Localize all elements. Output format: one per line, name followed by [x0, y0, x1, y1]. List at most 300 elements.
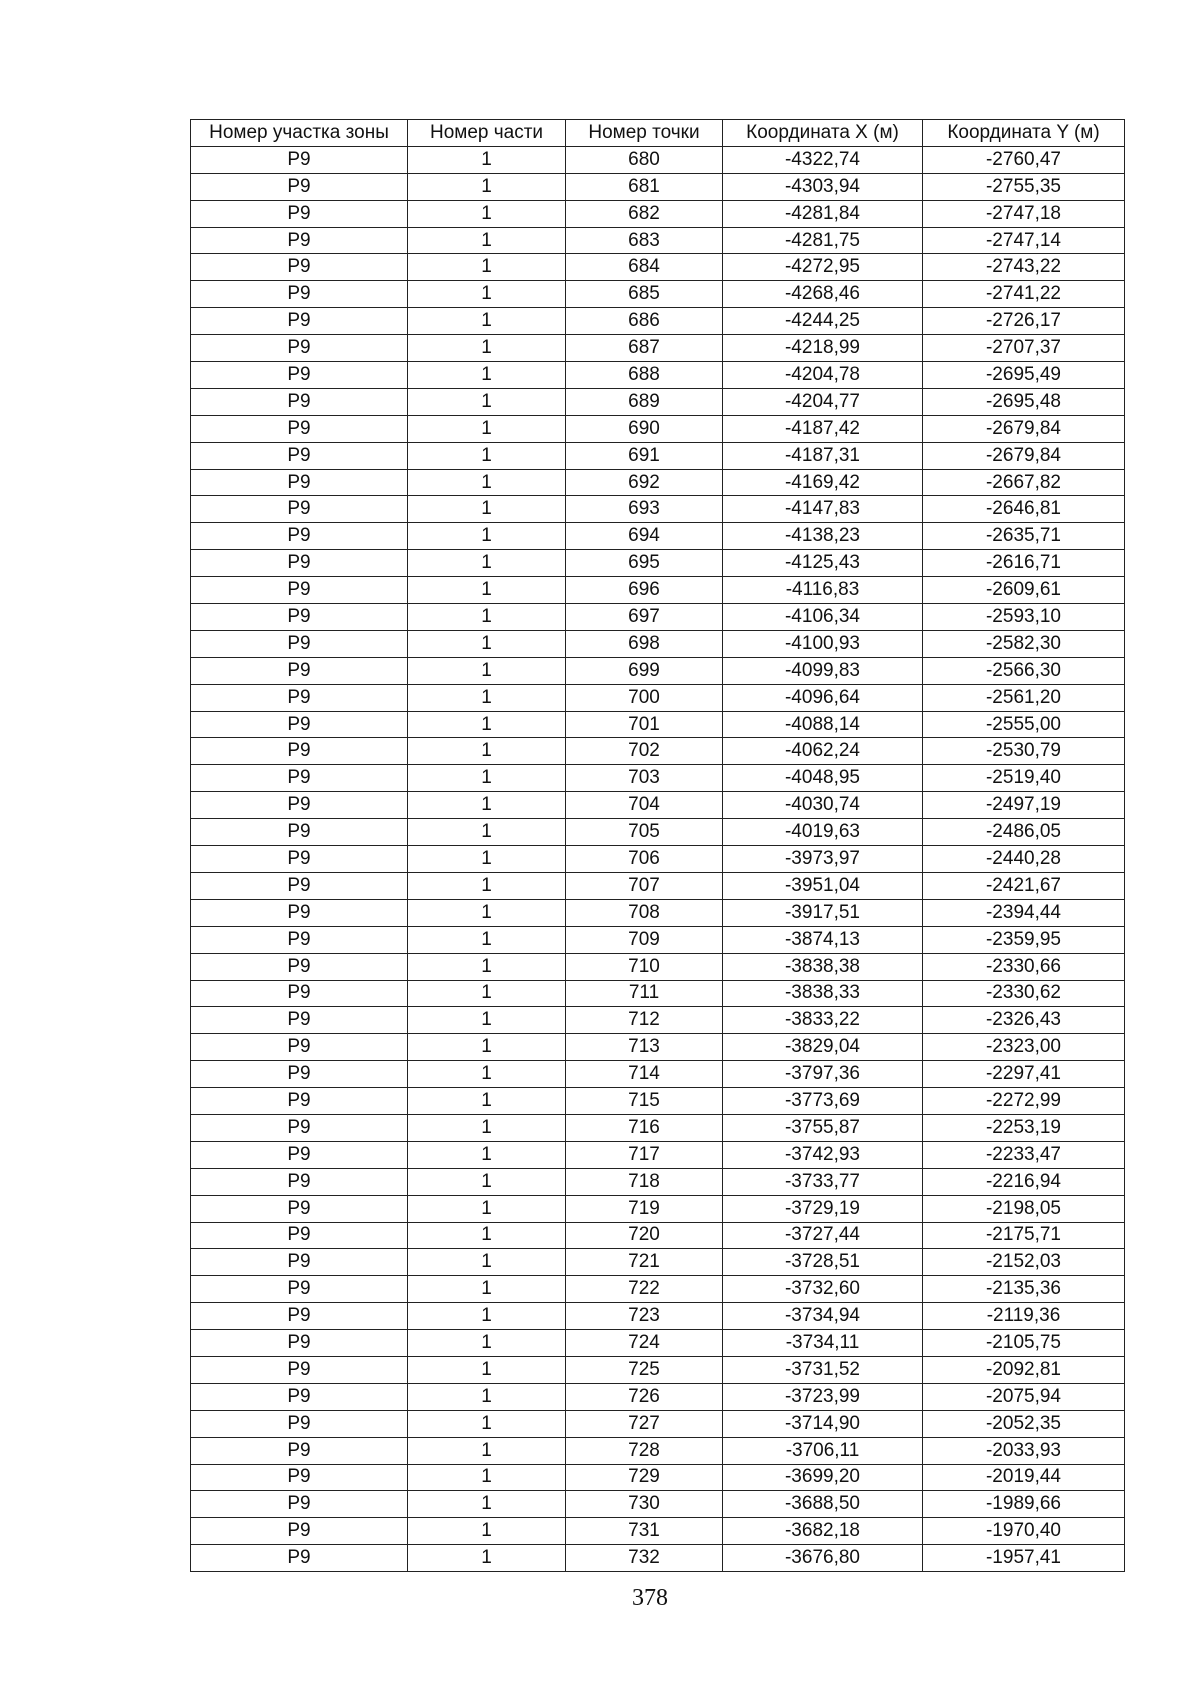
table-row [191, 738, 1125, 765]
cell-x: -4204,78 [723, 362, 923, 389]
cell-part: 1 [408, 415, 566, 442]
cell-zone-plot: Р9 [191, 1114, 408, 1141]
cell-point: 699 [566, 657, 723, 684]
cell-point: 697 [566, 604, 723, 631]
cell-point: 710 [566, 953, 723, 980]
table-row [191, 1303, 1125, 1330]
cell-part: 1 [408, 792, 566, 819]
cell-zone-plot: Р9 [191, 1410, 408, 1437]
cell-part: 1 [408, 738, 566, 765]
table-row [191, 953, 1125, 980]
cell-point: 695 [566, 550, 723, 577]
cell-point: 707 [566, 872, 723, 899]
table-row [191, 684, 1125, 711]
cell-point: 714 [566, 1061, 723, 1088]
cell-point: 726 [566, 1383, 723, 1410]
table-row [191, 1088, 1125, 1115]
cell-x: -3723,99 [723, 1383, 923, 1410]
cell-part: 1 [408, 1545, 566, 1572]
cell-x: -4125,43 [723, 550, 923, 577]
cell-point: 686 [566, 308, 723, 335]
cell-part: 1 [408, 1034, 566, 1061]
cell-part: 1 [408, 846, 566, 873]
header-coordinate-y: Координата Y (м) [923, 120, 1125, 147]
cell-zone-plot: Р9 [191, 550, 408, 577]
table-row [191, 1464, 1125, 1491]
cell-x: -3973,97 [723, 846, 923, 873]
table-row [191, 496, 1125, 523]
cell-x: -4268,46 [723, 281, 923, 308]
cell-y: -2667,82 [923, 469, 1125, 496]
cell-x: -4281,75 [723, 227, 923, 254]
cell-part: 1 [408, 523, 566, 550]
cell-point: 709 [566, 926, 723, 953]
cell-x: -4062,24 [723, 738, 923, 765]
cell-y: -2152,03 [923, 1249, 1125, 1276]
table-row [191, 1437, 1125, 1464]
table-row [191, 1383, 1125, 1410]
cell-zone-plot: Р9 [191, 604, 408, 631]
cell-point: 718 [566, 1168, 723, 1195]
cell-zone-plot: Р9 [191, 523, 408, 550]
table-row [191, 1168, 1125, 1195]
cell-x: -3682,18 [723, 1518, 923, 1545]
cell-x: -4244,25 [723, 308, 923, 335]
table-row [191, 899, 1125, 926]
cell-y: -2297,41 [923, 1061, 1125, 1088]
cell-y: -2679,84 [923, 442, 1125, 469]
cell-x: -3951,04 [723, 872, 923, 899]
cell-x: -3838,33 [723, 980, 923, 1007]
cell-zone-plot: Р9 [191, 899, 408, 926]
cell-x: -4106,34 [723, 604, 923, 631]
cell-y: -2135,36 [923, 1276, 1125, 1303]
table-row [191, 792, 1125, 819]
table-row [191, 657, 1125, 684]
table-row [191, 308, 1125, 335]
cell-zone-plot: Р9 [191, 281, 408, 308]
cell-part: 1 [408, 1491, 566, 1518]
cell-point: 730 [566, 1491, 723, 1518]
table-row [191, 254, 1125, 281]
cell-part: 1 [408, 281, 566, 308]
cell-zone-plot: Р9 [191, 469, 408, 496]
table-row [191, 1545, 1125, 1572]
cell-point: 696 [566, 577, 723, 604]
cell-x: -4204,77 [723, 388, 923, 415]
table-row [191, 146, 1125, 173]
cell-point: 713 [566, 1034, 723, 1061]
cell-zone-plot: Р9 [191, 1383, 408, 1410]
cell-point: 701 [566, 711, 723, 738]
cell-part: 1 [408, 1383, 566, 1410]
cell-part: 1 [408, 1464, 566, 1491]
cell-zone-plot: Р9 [191, 980, 408, 1007]
cell-y: -2707,37 [923, 335, 1125, 362]
cell-point: 721 [566, 1249, 723, 1276]
cell-point: 731 [566, 1518, 723, 1545]
cell-y: -2646,81 [923, 496, 1125, 523]
table-row [191, 1410, 1125, 1437]
table-header [191, 120, 1125, 147]
table-row [191, 1222, 1125, 1249]
cell-y: -2679,84 [923, 415, 1125, 442]
cell-x: -4096,64 [723, 684, 923, 711]
cell-y: -2593,10 [923, 604, 1125, 631]
cell-y: -2233,47 [923, 1141, 1125, 1168]
cell-part: 1 [408, 630, 566, 657]
cell-zone-plot: Р9 [191, 1330, 408, 1357]
cell-point: 684 [566, 254, 723, 281]
cell-x: -3676,80 [723, 1545, 923, 1572]
header-point-number: Номер точки [566, 120, 723, 147]
cell-x: -3688,50 [723, 1491, 923, 1518]
cell-point: 700 [566, 684, 723, 711]
cell-point: 693 [566, 496, 723, 523]
cell-x: -4187,31 [723, 442, 923, 469]
cell-point: 711 [566, 980, 723, 1007]
cell-part: 1 [408, 1195, 566, 1222]
cell-point: 685 [566, 281, 723, 308]
cell-y: -1957,41 [923, 1545, 1125, 1572]
cell-y: -2175,71 [923, 1222, 1125, 1249]
cell-point: 716 [566, 1114, 723, 1141]
cell-x: -4019,63 [723, 819, 923, 846]
cell-point: 692 [566, 469, 723, 496]
cell-part: 1 [408, 953, 566, 980]
cell-point: 691 [566, 442, 723, 469]
cell-zone-plot: Р9 [191, 1356, 408, 1383]
cell-x: -4099,83 [723, 657, 923, 684]
cell-point: 722 [566, 1276, 723, 1303]
cell-x: -3917,51 [723, 899, 923, 926]
cell-point: 705 [566, 819, 723, 846]
cell-zone-plot: Р9 [191, 146, 408, 173]
cell-part: 1 [408, 711, 566, 738]
table-row [191, 1007, 1125, 1034]
cell-part: 1 [408, 1330, 566, 1357]
table-row [191, 980, 1125, 1007]
cell-x: -4303,94 [723, 173, 923, 200]
table-row [191, 442, 1125, 469]
cell-y: -2440,28 [923, 846, 1125, 873]
cell-x: -3829,04 [723, 1034, 923, 1061]
cell-y: -2582,30 [923, 630, 1125, 657]
cell-part: 1 [408, 227, 566, 254]
table-row [191, 281, 1125, 308]
cell-part: 1 [408, 1141, 566, 1168]
cell-part: 1 [408, 469, 566, 496]
cell-zone-plot: Р9 [191, 1061, 408, 1088]
cell-point: 680 [566, 146, 723, 173]
cell-y: -2092,81 [923, 1356, 1125, 1383]
cell-y: -2519,40 [923, 765, 1125, 792]
cell-y: -2330,66 [923, 953, 1125, 980]
cell-part: 1 [408, 872, 566, 899]
cell-zone-plot: Р9 [191, 1276, 408, 1303]
cell-x: -4218,99 [723, 335, 923, 362]
cell-zone-plot: Р9 [191, 415, 408, 442]
cell-x: -3797,36 [723, 1061, 923, 1088]
cell-part: 1 [408, 1088, 566, 1115]
cell-point: 702 [566, 738, 723, 765]
cell-y: -2747,14 [923, 227, 1125, 254]
cell-zone-plot: Р9 [191, 738, 408, 765]
cell-part: 1 [408, 1303, 566, 1330]
cell-zone-plot: Р9 [191, 1195, 408, 1222]
cell-y: -2635,71 [923, 523, 1125, 550]
cell-part: 1 [408, 1061, 566, 1088]
table-row [191, 550, 1125, 577]
cell-x: -3734,11 [723, 1330, 923, 1357]
table-row [191, 872, 1125, 899]
cell-y: -2695,48 [923, 388, 1125, 415]
cell-y: -2747,18 [923, 200, 1125, 227]
cell-point: 732 [566, 1545, 723, 1572]
cell-x: -4272,95 [723, 254, 923, 281]
cell-y: -2726,17 [923, 308, 1125, 335]
cell-point: 708 [566, 899, 723, 926]
cell-part: 1 [408, 1168, 566, 1195]
table-row [191, 1330, 1125, 1357]
cell-zone-plot: Р9 [191, 335, 408, 362]
table-row [191, 227, 1125, 254]
cell-y: -2609,61 [923, 577, 1125, 604]
cell-part: 1 [408, 1222, 566, 1249]
header-coordinate-x: Координата X (м) [723, 120, 923, 147]
cell-zone-plot: Р9 [191, 846, 408, 873]
cell-point: 703 [566, 765, 723, 792]
cell-y: -2216,94 [923, 1168, 1125, 1195]
cell-point: 715 [566, 1088, 723, 1115]
cell-part: 1 [408, 550, 566, 577]
table-row [191, 1114, 1125, 1141]
cell-point: 687 [566, 335, 723, 362]
cell-part: 1 [408, 1249, 566, 1276]
cell-zone-plot: Р9 [191, 1168, 408, 1195]
cell-point: 704 [566, 792, 723, 819]
cell-y: -2760,47 [923, 146, 1125, 173]
cell-point: 728 [566, 1437, 723, 1464]
cell-point: 729 [566, 1464, 723, 1491]
cell-y: -2695,49 [923, 362, 1125, 389]
table-row [191, 577, 1125, 604]
cell-zone-plot: Р9 [191, 953, 408, 980]
cell-y: -2561,20 [923, 684, 1125, 711]
cell-y: -2741,22 [923, 281, 1125, 308]
cell-x: -3699,20 [723, 1464, 923, 1491]
table-row [191, 926, 1125, 953]
table-row [191, 523, 1125, 550]
cell-x: -3714,90 [723, 1410, 923, 1437]
cell-part: 1 [408, 1437, 566, 1464]
cell-part: 1 [408, 980, 566, 1007]
cell-part: 1 [408, 1276, 566, 1303]
cell-point: 694 [566, 523, 723, 550]
table-row [191, 415, 1125, 442]
cell-point: 712 [566, 1007, 723, 1034]
cell-y: -2616,71 [923, 550, 1125, 577]
cell-x: -4169,42 [723, 469, 923, 496]
cell-zone-plot: Р9 [191, 1518, 408, 1545]
table-row [191, 173, 1125, 200]
cell-x: -3773,69 [723, 1088, 923, 1115]
cell-zone-plot: Р9 [191, 1088, 408, 1115]
cell-zone-plot: Р9 [191, 630, 408, 657]
cell-y: -2421,67 [923, 872, 1125, 899]
cell-zone-plot: Р9 [191, 200, 408, 227]
cell-y: -2323,00 [923, 1034, 1125, 1061]
cell-y: -1970,40 [923, 1518, 1125, 1545]
table-row [191, 1195, 1125, 1222]
table-row [191, 711, 1125, 738]
cell-part: 1 [408, 362, 566, 389]
cell-y: -2253,19 [923, 1114, 1125, 1141]
cell-x: -3838,38 [723, 953, 923, 980]
table-row [191, 819, 1125, 846]
cell-part: 1 [408, 1410, 566, 1437]
cell-y: -2330,62 [923, 980, 1125, 1007]
cell-part: 1 [408, 335, 566, 362]
table-row [191, 1276, 1125, 1303]
cell-y: -2198,05 [923, 1195, 1125, 1222]
cell-zone-plot: Р9 [191, 819, 408, 846]
cell-part: 1 [408, 899, 566, 926]
header-zone-plot-number: Номер участка зоны [191, 120, 408, 147]
cell-y: -1989,66 [923, 1491, 1125, 1518]
cell-x: -4048,95 [723, 765, 923, 792]
cell-y: -2743,22 [923, 254, 1125, 281]
cell-x: -3731,52 [723, 1356, 923, 1383]
cell-point: 683 [566, 227, 723, 254]
cell-x: -3732,60 [723, 1276, 923, 1303]
table-row [191, 1034, 1125, 1061]
cell-zone-plot: Р9 [191, 1491, 408, 1518]
cell-part: 1 [408, 200, 566, 227]
header-part-number: Номер части [408, 120, 566, 147]
cell-x: -3727,44 [723, 1222, 923, 1249]
cell-zone-plot: Р9 [191, 1545, 408, 1572]
cell-zone-plot: Р9 [191, 254, 408, 281]
cell-y: -2755,35 [923, 173, 1125, 200]
cell-x: -4030,74 [723, 792, 923, 819]
cell-part: 1 [408, 684, 566, 711]
cell-y: -2119,36 [923, 1303, 1125, 1330]
cell-x: -3833,22 [723, 1007, 923, 1034]
cell-y: -2019,44 [923, 1464, 1125, 1491]
table-row [191, 469, 1125, 496]
cell-point: 682 [566, 200, 723, 227]
cell-y: -2075,94 [923, 1383, 1125, 1410]
table-row [191, 1141, 1125, 1168]
table-row [191, 1518, 1125, 1545]
cell-x: -4116,83 [723, 577, 923, 604]
cell-x: -3706,11 [723, 1437, 923, 1464]
cell-part: 1 [408, 819, 566, 846]
cell-x: -3729,19 [723, 1195, 923, 1222]
cell-point: 727 [566, 1410, 723, 1437]
cell-y: -2555,00 [923, 711, 1125, 738]
table-row [191, 1356, 1125, 1383]
cell-x: -3874,13 [723, 926, 923, 953]
cell-zone-plot: Р9 [191, 1437, 408, 1464]
cell-point: 681 [566, 173, 723, 200]
cell-part: 1 [408, 442, 566, 469]
table-row [191, 1491, 1125, 1518]
cell-zone-plot: Р9 [191, 926, 408, 953]
cell-x: -3734,94 [723, 1303, 923, 1330]
cell-x: -4088,14 [723, 711, 923, 738]
cell-x: -4147,83 [723, 496, 923, 523]
cell-zone-plot: Р9 [191, 1034, 408, 1061]
table-row [191, 604, 1125, 631]
cell-part: 1 [408, 926, 566, 953]
cell-zone-plot: Р9 [191, 1007, 408, 1034]
table-row [191, 846, 1125, 873]
cell-y: -2530,79 [923, 738, 1125, 765]
cell-x: -3733,77 [723, 1168, 923, 1195]
cell-y: -2033,93 [923, 1437, 1125, 1464]
cell-x: -4322,74 [723, 146, 923, 173]
cell-point: 698 [566, 630, 723, 657]
cell-zone-plot: Р9 [191, 227, 408, 254]
cell-part: 1 [408, 657, 566, 684]
cell-zone-plot: Р9 [191, 711, 408, 738]
cell-zone-plot: Р9 [191, 173, 408, 200]
table-row [191, 630, 1125, 657]
cell-part: 1 [408, 1007, 566, 1034]
cell-y: -2486,05 [923, 819, 1125, 846]
cell-part: 1 [408, 1114, 566, 1141]
cell-point: 689 [566, 388, 723, 415]
table-row [191, 362, 1125, 389]
cell-zone-plot: Р9 [191, 308, 408, 335]
cell-zone-plot: Р9 [191, 362, 408, 389]
page-number: 378 [632, 1585, 668, 1611]
cell-x: -4187,42 [723, 415, 923, 442]
table-row [191, 200, 1125, 227]
cell-point: 724 [566, 1330, 723, 1357]
cell-y: -2497,19 [923, 792, 1125, 819]
cell-zone-plot: Р9 [191, 657, 408, 684]
cell-zone-plot: Р9 [191, 1222, 408, 1249]
cell-zone-plot: Р9 [191, 872, 408, 899]
cell-y: -2394,44 [923, 899, 1125, 926]
cell-y: -2272,99 [923, 1088, 1125, 1115]
cell-y: -2326,43 [923, 1007, 1125, 1034]
table-body [191, 146, 1125, 1571]
cell-y: -2052,35 [923, 1410, 1125, 1437]
cell-zone-plot: Р9 [191, 442, 408, 469]
cell-part: 1 [408, 254, 566, 281]
cell-point: 688 [566, 362, 723, 389]
table-row [191, 765, 1125, 792]
cell-zone-plot: Р9 [191, 792, 408, 819]
cell-point: 717 [566, 1141, 723, 1168]
cell-point: 690 [566, 415, 723, 442]
cell-zone-plot: Р9 [191, 765, 408, 792]
cell-y: -2105,75 [923, 1330, 1125, 1357]
cell-part: 1 [408, 496, 566, 523]
cell-y: -2359,95 [923, 926, 1125, 953]
cell-x: -4281,84 [723, 200, 923, 227]
cell-zone-plot: Р9 [191, 1249, 408, 1276]
cell-zone-plot: Р9 [191, 388, 408, 415]
cell-part: 1 [408, 765, 566, 792]
cell-point: 725 [566, 1356, 723, 1383]
cell-x: -4100,93 [723, 630, 923, 657]
cell-point: 719 [566, 1195, 723, 1222]
